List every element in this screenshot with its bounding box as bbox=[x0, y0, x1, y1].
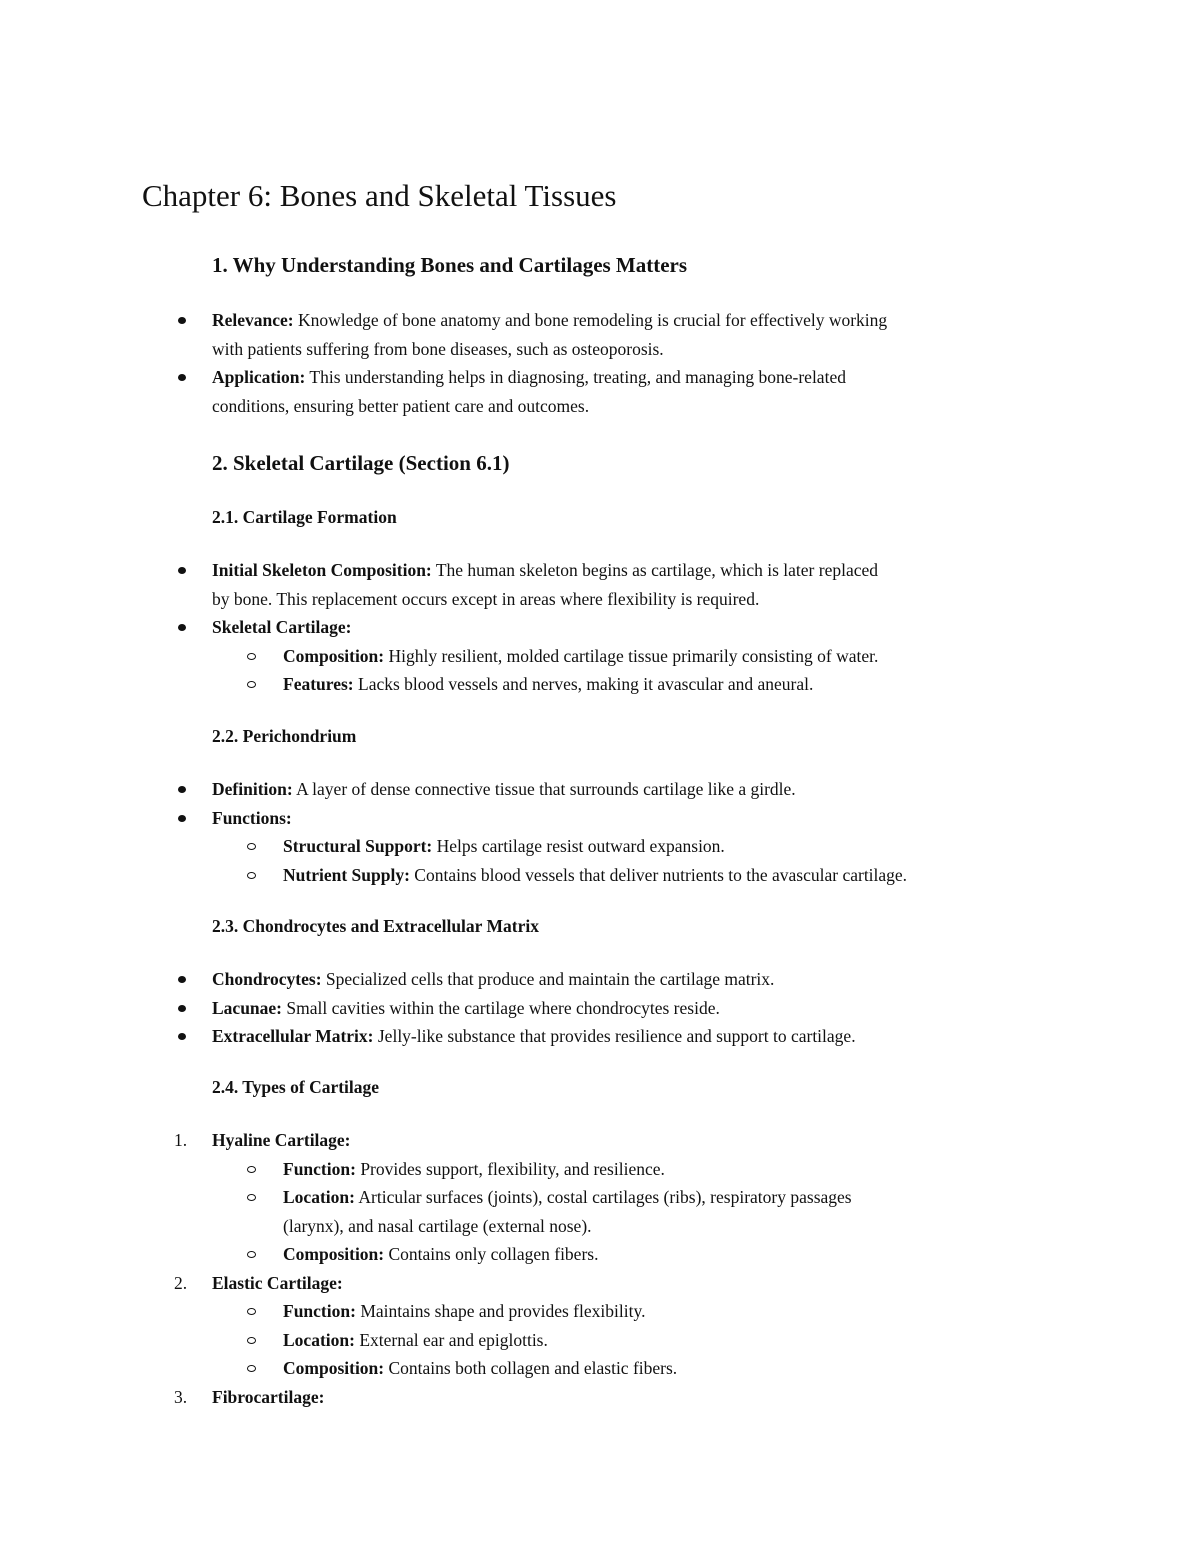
item-text: Jelly-like substance that provides resilience and support to cartilage. bbox=[377, 1026, 856, 1046]
bullet-icon bbox=[178, 786, 186, 793]
circle-bullet-icon bbox=[247, 1308, 256, 1315]
sub-list-item bbox=[0, 1155, 1200, 1184]
item-label: Initial Skeleton Composition: bbox=[212, 560, 432, 580]
bullet-icon bbox=[178, 1005, 186, 1012]
item-label: Chondrocytes: bbox=[212, 969, 322, 989]
item-number: 1. bbox=[174, 1130, 188, 1150]
list-item-continuation bbox=[0, 585, 1200, 614]
bullet-icon bbox=[178, 374, 186, 381]
item-text: Contains both collagen and elastic fibers. bbox=[388, 1358, 678, 1378]
list-item bbox=[0, 804, 1200, 833]
subsection-2-2-list bbox=[0, 775, 1200, 889]
item-text: Maintains shape and provides flexibility. bbox=[360, 1301, 646, 1321]
item-text: Specialized cells that produce and maintain the cartilage matrix. bbox=[325, 969, 775, 989]
circle-bullet-icon bbox=[247, 1337, 256, 1344]
circle-bullet-icon bbox=[247, 843, 256, 850]
circle-bullet-icon bbox=[247, 1365, 256, 1372]
item-label: Hyaline Cartilage: bbox=[212, 1130, 351, 1150]
circle-bullet-icon bbox=[247, 681, 256, 688]
item-label: Function: bbox=[283, 1158, 356, 1179]
circle-bullet-icon bbox=[247, 1166, 256, 1173]
item-label: Application: bbox=[212, 367, 306, 387]
section-1-heading: 1. Why Understanding Bones and Cartilages Matters bbox=[212, 253, 688, 277]
sub-list-item bbox=[0, 1326, 1200, 1355]
item-label: Lacunae: bbox=[212, 997, 282, 1018]
item-text: The human skeleton begins as cartilage, which is later replaced bbox=[435, 560, 879, 580]
item-text: Articular surfaces (joints), costal cartilages (ribs), respiratory passages bbox=[358, 1187, 852, 1207]
item-label: Fibrocartilage: bbox=[212, 1386, 325, 1407]
item-label: Extracellular Matrix: bbox=[212, 1026, 374, 1046]
circle-bullet-icon bbox=[247, 653, 256, 660]
subsection-2-4-heading: 2.4. Types of Cartilage bbox=[212, 1077, 380, 1097]
item-label: Features: bbox=[283, 674, 354, 694]
item-text: Highly resilient, molded cartilage tissue primarily consisting of water. bbox=[388, 645, 879, 666]
item-text: Small cavities within the cartilage where chondrocytes reside. bbox=[286, 997, 720, 1018]
item-label: Elastic Cartilage: bbox=[212, 1272, 343, 1293]
bullet-icon bbox=[178, 624, 186, 631]
section-1-list bbox=[0, 306, 1200, 420]
sub-list-item bbox=[0, 1354, 1200, 1383]
item-label: Skeletal Cartilage: bbox=[212, 617, 352, 637]
list-item bbox=[0, 306, 1200, 335]
sub-list-item bbox=[0, 1297, 1200, 1326]
list-item bbox=[0, 994, 1200, 1023]
item-label: Composition: bbox=[283, 645, 385, 666]
bullet-icon bbox=[178, 1033, 186, 1040]
sub-list-item bbox=[0, 670, 1200, 699]
subsection-2-1-list bbox=[0, 556, 1200, 699]
sub-list-item bbox=[0, 861, 1200, 890]
item-text-cont: with patients suffering from bone diseases, such as osteoporosis. bbox=[212, 338, 664, 359]
item-text: Contains only collagen fibers. bbox=[388, 1244, 599, 1264]
list-item bbox=[0, 363, 1200, 392]
chapter-title: Chapter 6: Bones and Skeletal Tissues bbox=[142, 178, 617, 213]
list-item bbox=[0, 613, 1200, 642]
item-label: Composition: bbox=[283, 1358, 385, 1378]
item-number: 3. bbox=[174, 1386, 188, 1407]
list-item bbox=[0, 1022, 1200, 1051]
numbered-item bbox=[0, 1269, 1200, 1298]
item-text: Lacks blood vessels and nerves, making it avascular and aneural. bbox=[358, 674, 814, 694]
list-item-continuation bbox=[0, 335, 1200, 364]
item-label: Function: bbox=[283, 1301, 356, 1321]
item-number: 2. bbox=[174, 1272, 188, 1293]
sub-list-item-continuation bbox=[0, 1212, 1200, 1241]
subsection-2-1-heading: 2.1. Cartilage Formation bbox=[212, 507, 397, 527]
list-item bbox=[0, 556, 1200, 585]
item-text-cont: conditions, ensuring better patient care and outcomes. bbox=[212, 395, 590, 416]
item-label: Nutrient Supply: bbox=[283, 864, 410, 885]
item-text: Helps cartilage resist outward expansion. bbox=[436, 836, 725, 856]
item-label: Structural Support: bbox=[283, 836, 433, 856]
sub-list-item bbox=[0, 642, 1200, 671]
circle-bullet-icon bbox=[247, 872, 256, 879]
bullet-icon bbox=[178, 976, 186, 983]
sub-list-item bbox=[0, 1240, 1200, 1269]
bullet-icon bbox=[178, 317, 186, 324]
item-label: Composition: bbox=[283, 1244, 385, 1264]
sub-list-item bbox=[0, 832, 1200, 861]
item-text: A layer of dense connective tissue that surrounds cartilage like a girdle. bbox=[296, 779, 796, 799]
item-text: This understanding helps in diagnosing, treating, and managing bone-related bbox=[309, 367, 846, 387]
item-label: Definition: bbox=[212, 779, 293, 799]
section-2-heading: 2. Skeletal Cartilage (Section 6.1) bbox=[212, 451, 510, 475]
item-label: Location: bbox=[283, 1187, 355, 1207]
item-label: Relevance: bbox=[212, 310, 294, 330]
item-text: Contains blood vessels that deliver nutrients to the avascular cartilage. bbox=[414, 864, 908, 885]
list-item-continuation bbox=[0, 392, 1200, 421]
bullet-icon bbox=[178, 567, 186, 574]
list-item bbox=[0, 775, 1200, 804]
item-label: Functions: bbox=[212, 807, 292, 828]
circle-bullet-icon bbox=[247, 1251, 256, 1258]
list-item bbox=[0, 965, 1200, 994]
item-text-cont: (larynx), and nasal cartilage (external nose). bbox=[283, 1215, 592, 1236]
item-text: External ear and epiglottis. bbox=[359, 1329, 548, 1350]
subsection-2-3-list bbox=[0, 965, 1200, 1051]
numbered-item bbox=[0, 1383, 1200, 1412]
numbered-item bbox=[0, 1126, 1200, 1155]
subsection-2-2-heading: 2.2. Perichondrium bbox=[212, 726, 357, 746]
cartilage-types-list bbox=[0, 1126, 1200, 1411]
subsection-2-3-heading: 2.3. Chondrocytes and Extracellular Matrix bbox=[212, 916, 539, 936]
item-text: Provides support, flexibility, and resilience. bbox=[360, 1158, 665, 1179]
item-label: Location: bbox=[283, 1329, 355, 1350]
circle-bullet-icon bbox=[247, 1194, 256, 1201]
item-text: Knowledge of bone anatomy and bone remodeling is crucial for effectively working bbox=[298, 310, 888, 330]
bullet-icon bbox=[178, 815, 186, 822]
sub-list-item bbox=[0, 1183, 1200, 1212]
item-text-cont: by bone. This replacement occurs except in areas where flexibility is required. bbox=[212, 588, 760, 609]
